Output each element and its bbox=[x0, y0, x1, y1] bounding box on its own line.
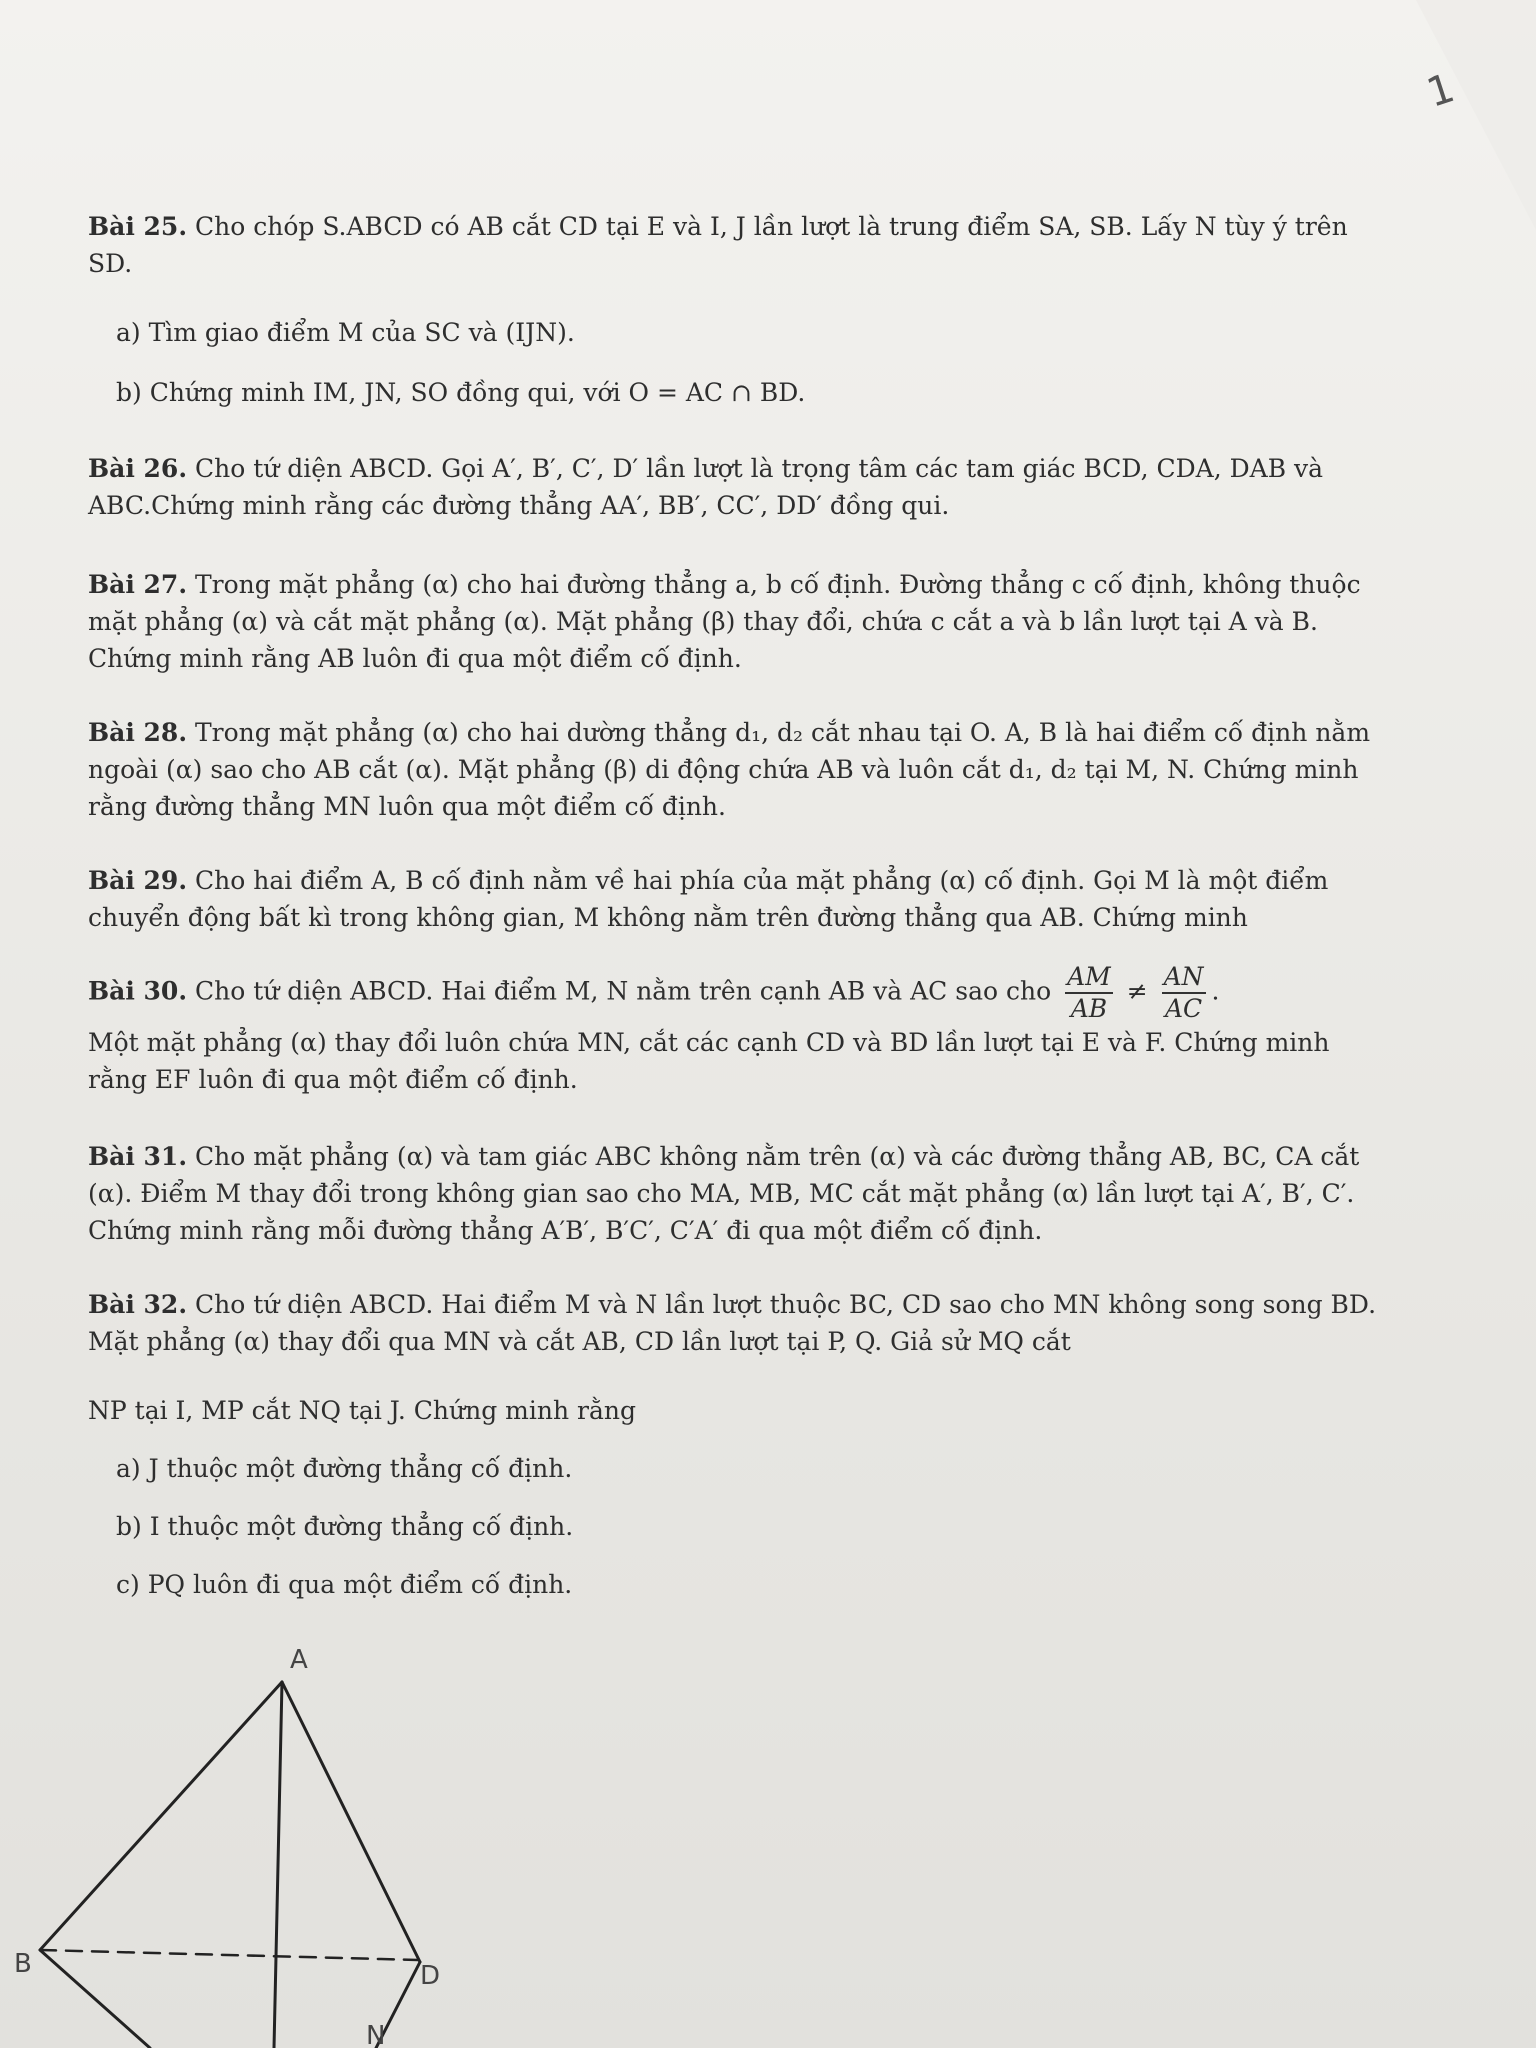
problem-32-part-b: b) I thuộc một đường thẳng cố định. bbox=[116, 1512, 574, 1541]
paper-fold bbox=[1416, 0, 1536, 230]
label-a: A bbox=[290, 1645, 308, 1675]
problem-heading: Bài 30. bbox=[88, 976, 188, 1006]
problem-28 bbox=[88, 714, 1388, 825]
problem-25 bbox=[88, 208, 1388, 282]
fraction-an-ac bbox=[1162, 962, 1206, 1024]
problem-32-part-a: a) J thuộc một đường thẳng cố định. bbox=[116, 1454, 573, 1483]
label-b: B bbox=[14, 1949, 32, 1979]
problem-heading: Bài 25. bbox=[88, 212, 188, 241]
edge-ab bbox=[40, 1682, 282, 1950]
problem-30 bbox=[88, 962, 1388, 1098]
label-n: N bbox=[366, 2021, 386, 2048]
problem-heading: Bài 29. bbox=[88, 866, 188, 895]
problem-25-part-a: a) Tìm giao điểm M của SC và (IJN). bbox=[116, 318, 575, 347]
problem-text: Cho hai điểm A, B cố định nằm về hai phía của mặt phẳng (α) cố định. Gọi M là một điểm chuyển động bất kì trong không gian, M không nằm trên đường thẳng qua AB. Chứng minh bbox=[88, 866, 1329, 932]
problem-heading: Bài 32. bbox=[88, 1290, 188, 1319]
edge-bd-hidden bbox=[40, 1950, 418, 1960]
tetrahedron-sketch bbox=[0, 1620, 520, 2048]
problem-text: Trong mặt phẳng (α) cho hai dường thẳng d₁, d₂ cắt nhau tại O. A, B là hai điểm cố định nằm ngoài (α) sao cho AB cắt (α). Mặt phẳng (β) di động chứa AB và luôn cắt d₁, d₂ tại M, N. Chứng minh rằng đường thẳng MN luôn qua một điểm cố định. bbox=[88, 718, 1371, 821]
problem-31 bbox=[88, 1138, 1388, 1249]
problem-text: Trong mặt phẳng (α) cho hai đường thẳng a, b cố định. Đường thẳng c cố định, không thuộc mặt phẳng (α) và cắt mặt phẳng (α). Mặt phẳng (β) thay đổi, chứa c cắt a và b lần lượt tại A và B. Chứng minh rằng AB luôn đi qua một điểm cố định. bbox=[88, 570, 1361, 673]
problem-text: Cho tứ diện ABCD. Hai điểm M và N lần lượt thuộc BC, CD sao cho MN không song song BD. Mặt phẳng (α) thay đổi qua MN và cắt AB, CD lần lượt tại P, Q. Giả sử MQ cắt bbox=[88, 1290, 1377, 1356]
problem-text-continued: Một mặt phẳng (α) thay đổi luôn chứa MN, cắt các cạnh CD và BD lần lượt tại E và F. Chứng minh rằng EF luôn đi qua một điểm cố định. bbox=[88, 1028, 1330, 1094]
fraction-numerator: AM bbox=[1065, 962, 1113, 994]
problem-text: Cho tứ diện ABCD. Gọi A′, B′, C′, D′ lần lượt là trọng tâm các tam giác BCD, CDA, DAB và ABC.Chứng minh rằng các đường thẳng AA′, BB′, CC′, DD′ đồng qui. bbox=[88, 454, 1324, 520]
problem-text: Cho tứ diện ABCD. Hai điểm M, N nằm trên cạnh AB và AC sao cho bbox=[194, 976, 1052, 1006]
fraction-am-ab bbox=[1065, 962, 1113, 1024]
edge-ad bbox=[282, 1682, 420, 1962]
period: . bbox=[1211, 976, 1220, 1006]
problem-29 bbox=[88, 862, 1388, 936]
problem-32 bbox=[88, 1286, 1388, 1360]
problem-32-continued: NP tại I, MP cắt NQ tại J. Chứng minh rằng bbox=[88, 1396, 636, 1425]
problem-26 bbox=[88, 450, 1388, 524]
not-equal-sign: ≠ bbox=[1126, 976, 1148, 1006]
fraction-denominator: AB bbox=[1070, 994, 1108, 1023]
fraction-denominator: AC bbox=[1164, 994, 1203, 1023]
label-d: D bbox=[420, 1961, 441, 1991]
edge-a-down bbox=[274, 1682, 282, 2048]
fraction-numerator: AN bbox=[1162, 962, 1206, 994]
problem-27 bbox=[88, 566, 1388, 677]
problem-heading: Bài 27. bbox=[88, 570, 188, 599]
edge-b-down bbox=[40, 1950, 150, 2048]
problem-32-part-c: c) PQ luôn đi qua một điểm cố định. bbox=[116, 1570, 573, 1599]
handwritten-page-mark: 1 bbox=[1421, 65, 1460, 117]
problem-heading: Bài 31. bbox=[88, 1142, 188, 1171]
problem-heading: Bài 28. bbox=[88, 718, 188, 747]
problem-text: Cho mặt phẳng (α) và tam giác ABC không nằm trên (α) và các đường thẳng AB, BC, CA cắt (α). Điểm M thay đổi trong không gian sao cho MA, MB, MC cắt mặt phẳng (α) lần lượt tại A′, B′, C′. Chứng minh rằng mỗi đường thẳng A′B′, B′C′, C′A′ đi qua một điểm cố định. bbox=[88, 1142, 1360, 1245]
problem-25-part-b: b) Chứng minh IM, JN, SO đồng qui, với O = AC ∩ BD. bbox=[116, 378, 806, 407]
problem-heading: Bài 26. bbox=[88, 454, 188, 483]
problem-text: Cho chóp S.ABCD có AB cắt CD tại E và I, J lần lượt là trung điểm SA, SB. Lấy N tùy ý trên SD. bbox=[88, 212, 1348, 278]
